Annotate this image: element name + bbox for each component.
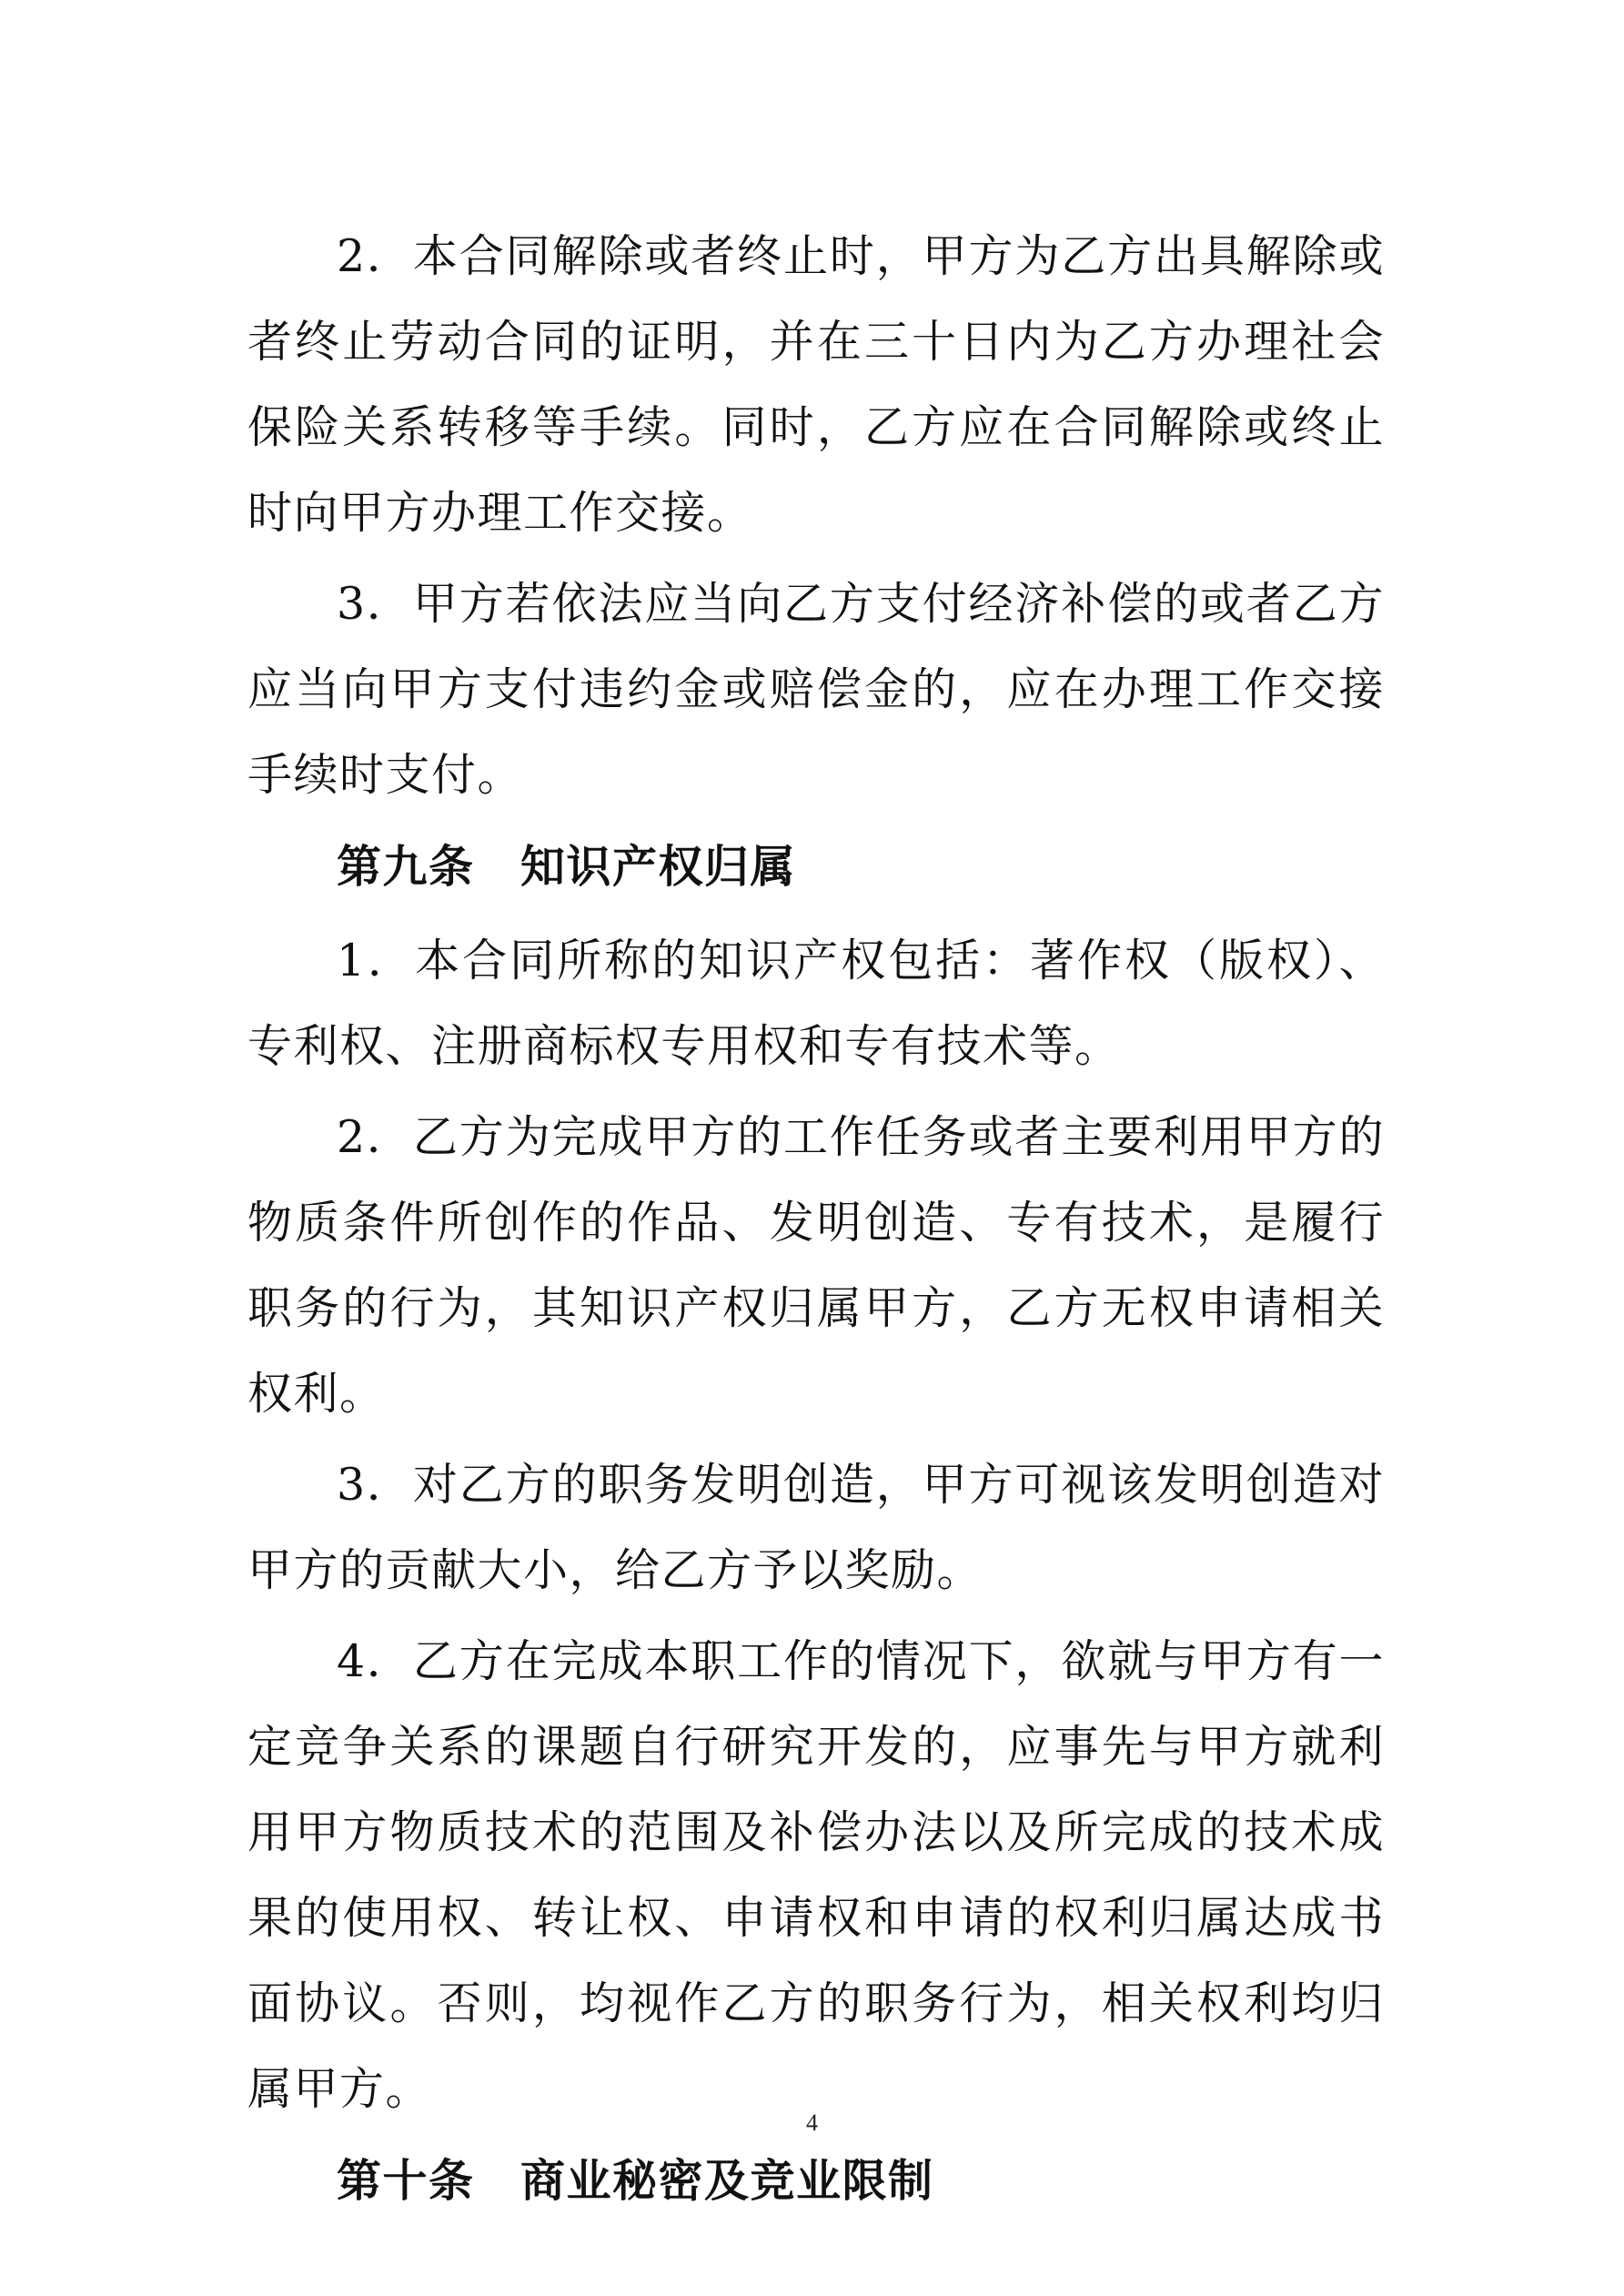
paragraph-2-ip-ownership: 2．乙方为完成甲方的工作任务或者主要利用甲方的物质条件所创作的作品、发明创造、专有技术，是履行职务的行为，其知识产权归属甲方，乙方无权申请相关权利。 bbox=[247, 1111, 1385, 1420]
paragraph-2-termination-certificate: 2．本合同解除或者终止时，甲方为乙方出具解除或者终止劳动合同的证明，并在三十日内为乙方办理社会保险关系转移等手续。同时，乙方应在合同解除或终止时向甲方办理工作交接。 bbox=[247, 230, 1385, 539]
paragraph-3-compensation-payment: 3．甲方若依法应当向乙方支付经济补偿的或者乙方应当向甲方支付违约金或赔偿金的，应在办理工作交接手续时支付。 bbox=[247, 578, 1385, 801]
document-body bbox=[247, 214, 1385, 2232]
page-number: 4 bbox=[806, 2109, 818, 2136]
paragraph-1-ip-definition: 1．本合同所称的知识产权包括：著作权（版权）、专利权、注册商标权专用权和专有技术等。 bbox=[247, 935, 1385, 1072]
article-10-heading: 第十条 商业秘密及竞业限制 bbox=[337, 2154, 934, 2207]
paragraph-4-independent-research: 4．乙方在完成本职工作的情况下，欲就与甲方有一定竞争关系的课题自行研究开发的，应事先与甲方就利用甲方物质技术的范围及补偿办法以及所完成的技术成果的使用权、转让权、申请权和申请的权利归属达成书面协议。否则，均视作乙方的职务行为，相关权利均归属甲方。 bbox=[247, 1635, 1385, 2115]
article-9-heading: 第九条 知识产权归属 bbox=[337, 840, 797, 893]
paragraph-3-invention-reward: 3．对乙方的职务发明创造，甲方可视该发明创造对甲方的贡献大小，给乙方予以奖励。 bbox=[247, 1459, 1385, 1596]
